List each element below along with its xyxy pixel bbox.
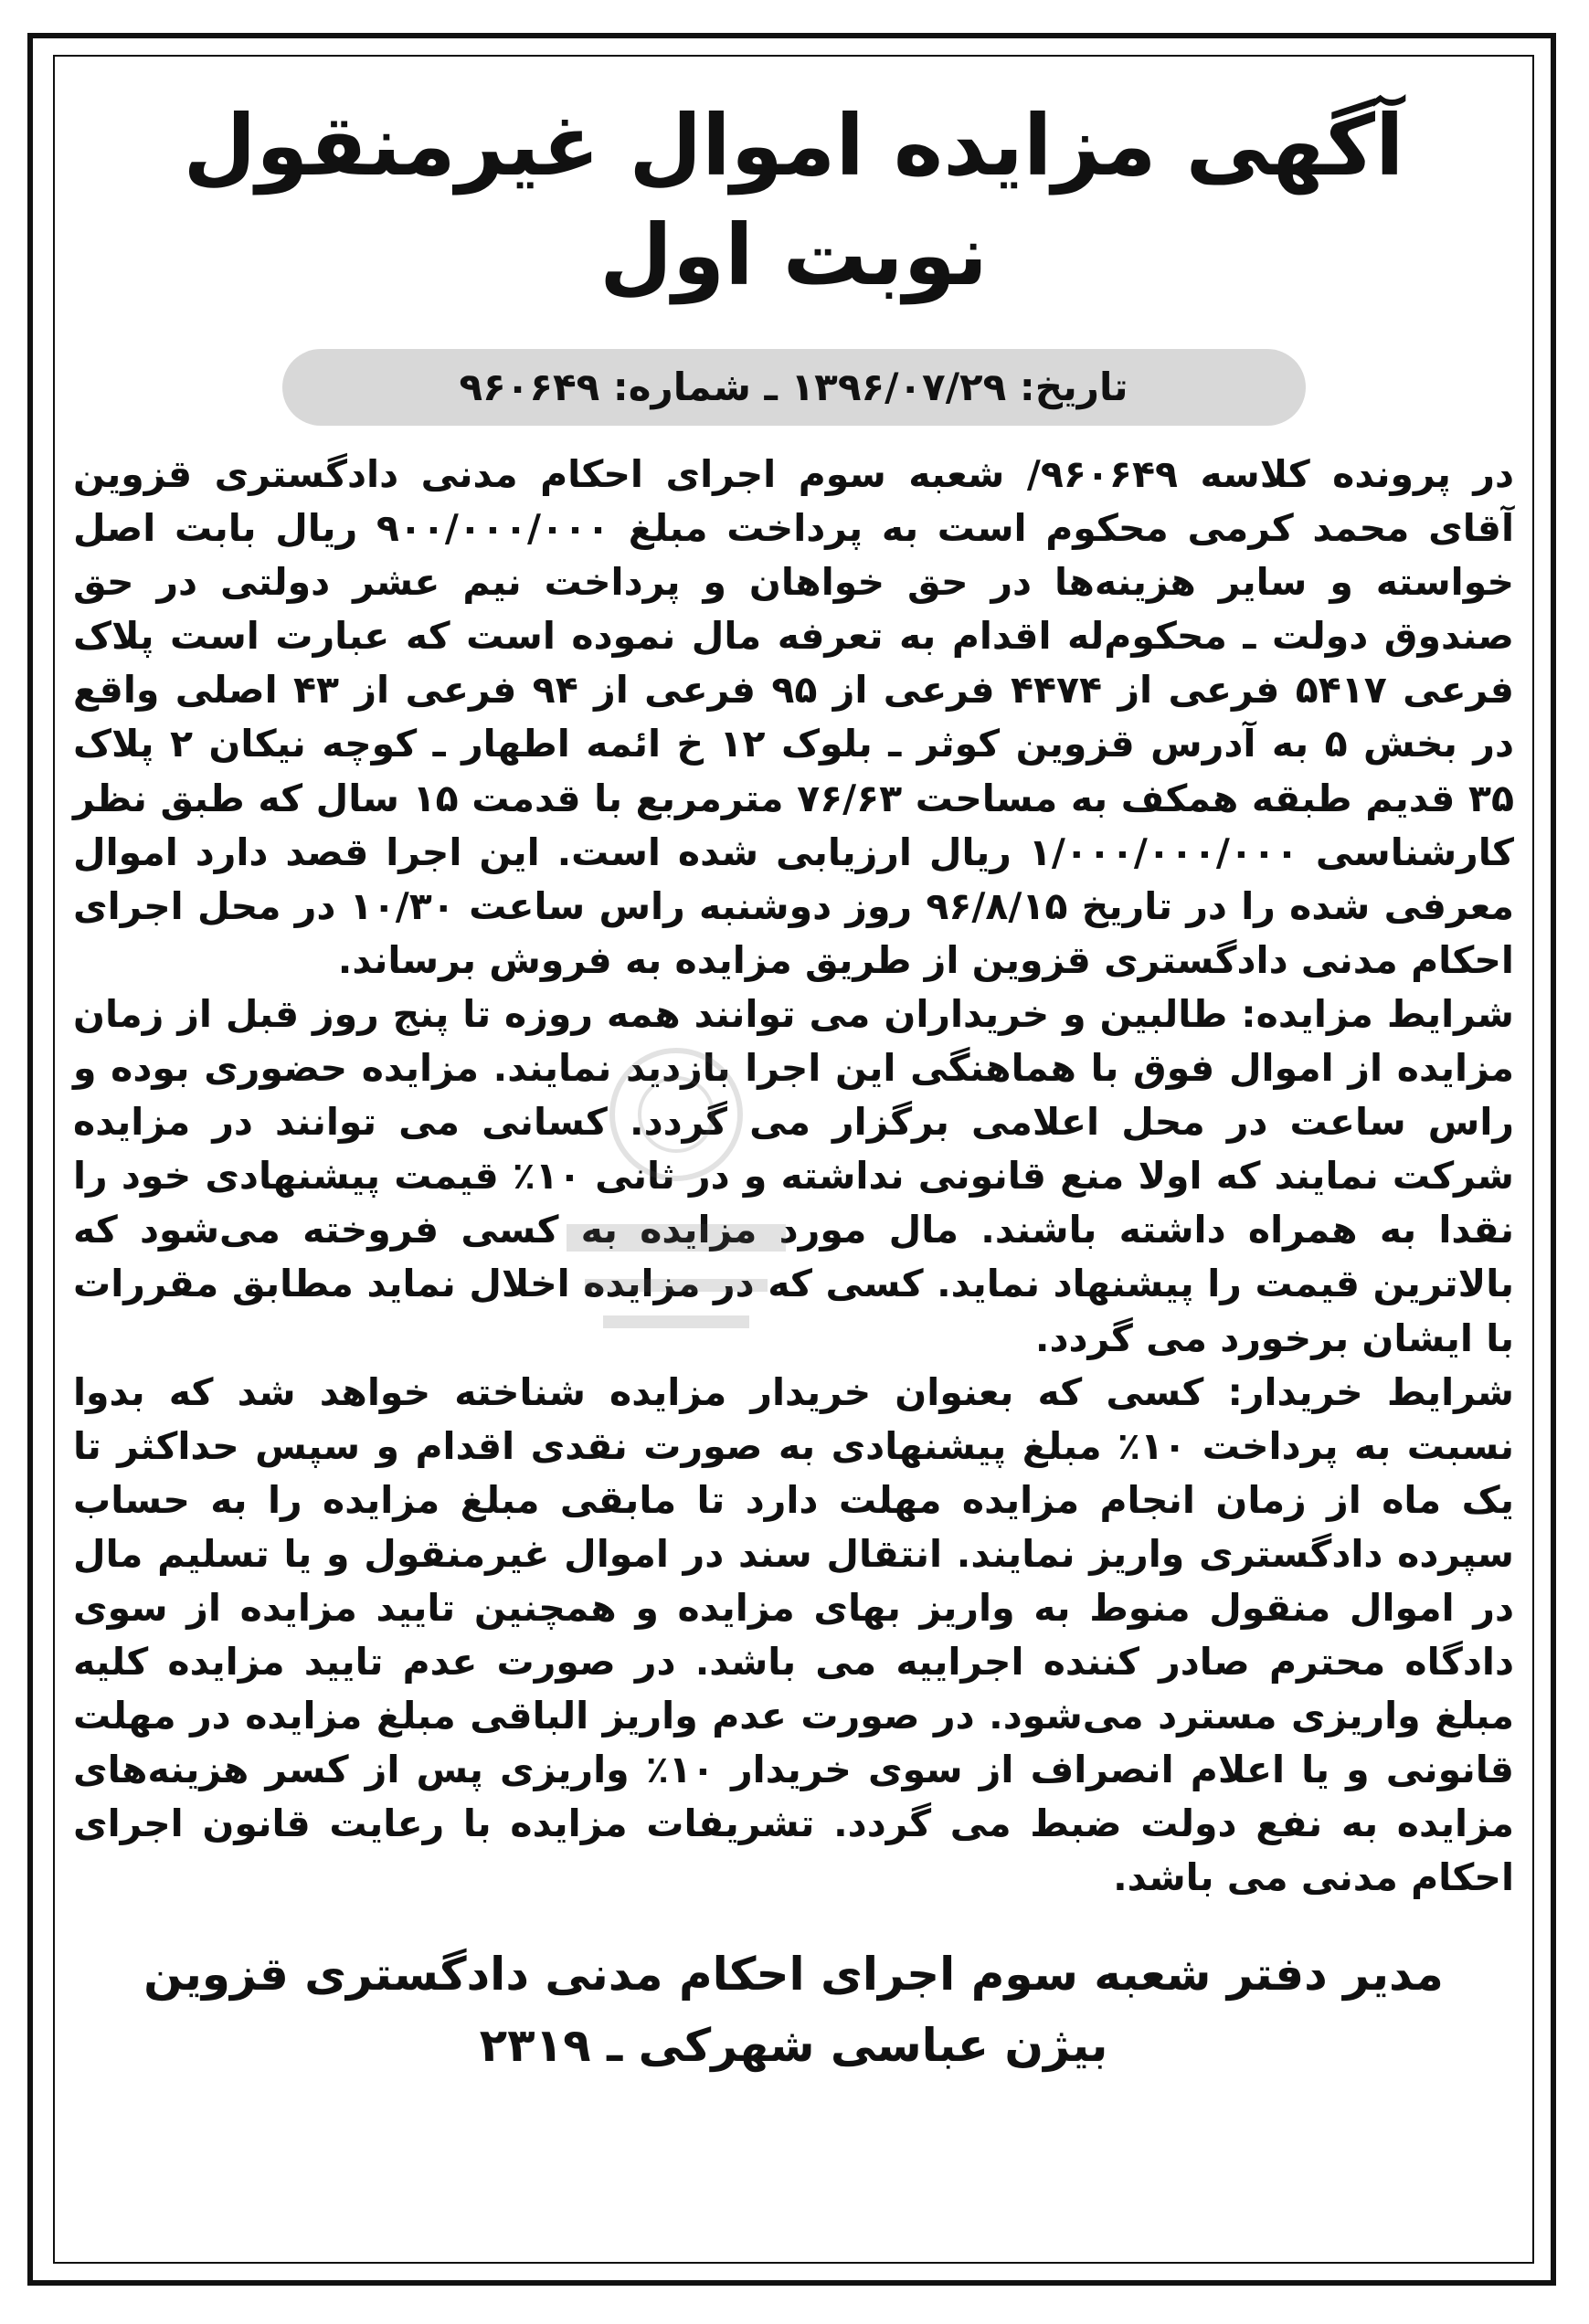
notice-body (73, 448, 1514, 1906)
signature-name: بیژن عباسی شهرکی ـ ۲۳۱۹ (479, 2018, 1108, 2072)
signature-block (73, 1938, 1514, 2081)
notice-title: آگهی مزایده اموال غیرمنقول نوبت اول (183, 97, 1404, 304)
signature-title: مدیر دفتر شعبه سوم اجرای احکام مدنی دادگستری قزوین (143, 1947, 1444, 2001)
paragraph-buyer-conditions: شرایط خریدار: کسی که بعنوان خریدار مزایده شناخته خواهد شد که بدوا نسبت به پرداخت ۱۰٪ مبلغ پیشنهادی به صورت نقدی اقدام و سپس حداکثر تا یک ماه از زمان انجام مزایده مهلت دارد تا مابقی مبلغ مزایده را به حساب سپرده دادگستری واریز نمایند. انتقال سند در اموال غیرمنقول و یا تسلیم مال در اموال منقول منوط به واریز بهای مزایده و همچنین تایید مزایده از سوی دادگاه محترم صادر کننده اجراییه می باشد. در صورت عدم تایید مزایده کلیه مبلغ واریزی مسترد می‌شود. در صورت عدم واریز الباقی مبلغ مزایده در مهلت قانونی و یا اعلام انصراف از سوی خریدار ۱۰٪ واریزی پس از کسر هزینه‌های مزایده به نفع دولت ضبط می گردد. تشریفات مزایده با رعایت قانون اجرای احکام مدنی می باشد. (73, 1369, 1514, 1900)
date-number-badge: تاریخ: ۱۳۹۶/۰۷/۲۹ ـ شماره: ۹۶۰۶۴۹ (282, 349, 1306, 426)
paragraph-case-details: در پرونده کلاسه ۹۶۰۶۴۹/ شعبه سوم اجرای احکام مدنی دادگستری قزوین آقای محمد کرمی محکوم است به پرداخت مبلغ ۹۰۰/۰۰۰/۰۰۰ ریال بابت اصل خواسته و سایر هزینه‌ها در حق خواهان و پرداخت نیم عشر دولتی در حق صندوق دولت ـ محکوم‌له اقدام به تعرفه مال نموده است که عبارت است پلاک فرعی ۵۴۱۷ فرعی از ۴۴۷۴ فرعی از ۹۵ فرعی از ۹۴ فرعی از ۴۳ اصلی واقع در بخش ۵ به آدرس قزوین کوثر ـ بلوک ۱۲ خ ائمه اطهار ـ کوچه نیکان ۲ پلاک ۳۵ قدیم طبقه همکف به مساحت ۷۶/۶۳ مترمربع با قدمت ۱۵ سال که طبق نظر کارشناسی ۱/۰۰۰/۰۰۰/۰۰۰ ریال ارزیابی شده است. این اجرا قصد دارد اموال معرفی شده را در تاریخ ۹۶/۸/۱۵ روز دوشنبه راس ساعت ۱۰/۳۰ در محل اجرای احکام مدنی دادگستری قزوین از طریق مزایده به فروش برساند. (73, 452, 1515, 982)
notice-content (73, 91, 1514, 2081)
paragraph-auction-conditions: شرایط مزایده: طالبین و خریداران می توانند همه روزه تا پنج روز قبل از زمان مزایده از اموال فوق با هماهنگی این اجرا بازدید نمایند. مزایده حضوری بوده و راس ساعت در محل اعلامی برگزار می گردد. کسانی می توانند در مزایده شرکت نمایند که اولا منع قانونی نداشته و در ثانی ۱۰٪ قیمت پیشنهادی خود را نقدا به همراه داشته باشند. مال مورد مزایده به کسی فروخته می‌شود که بالاترین قیمت را پیشنهاد نماید. کسی که در مزایده اخلال نماید مطابق مقررات با ایشان برخورد می گردد. (73, 991, 1514, 1360)
date-row (73, 349, 1514, 426)
